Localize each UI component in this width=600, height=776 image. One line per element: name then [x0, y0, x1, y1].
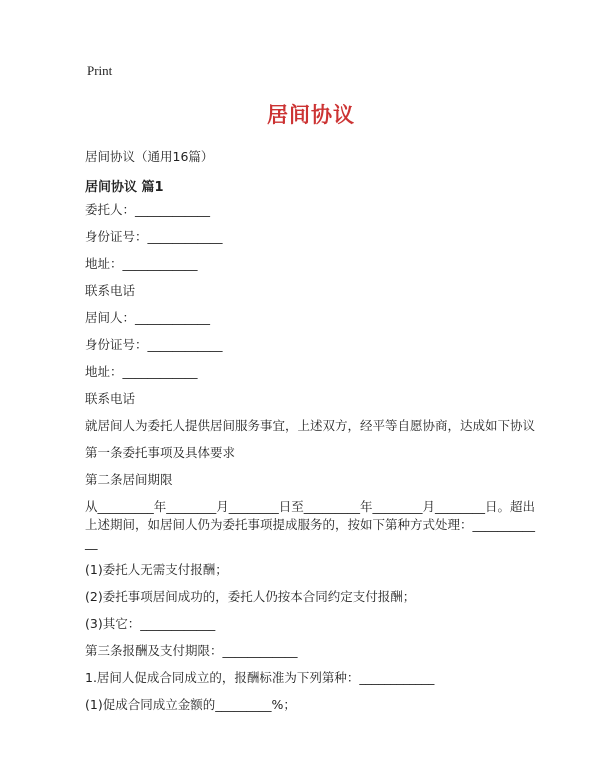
- document-line: 联系电话: [85, 283, 136, 298]
- document-line: 从_________年________月________日至_________年________月________日。超出上述期间，如居间人仍为委托事项提成服务的，按如下第种方式处理：____________: [85, 499, 536, 550]
- page-title: 居间协议: [267, 103, 355, 127]
- document-line: 地址：____________: [85, 256, 198, 271]
- document-line: (2)委托事项居间成功的，委托人仍按本合同约定支付报酬；: [85, 589, 416, 604]
- section-heading: 居间协议 篇1: [85, 180, 164, 195]
- document-line: 第一条委托事项及具体要求: [85, 445, 236, 460]
- document-line: 地址：____________: [85, 364, 198, 379]
- document-subtitle: 居间协议（通用16篇）: [85, 149, 214, 164]
- document-line: 第二条居间期限: [85, 472, 173, 487]
- document-line: (1)促成合同成立金额的_________%；: [85, 697, 296, 712]
- document-line: 居间人：____________: [85, 310, 211, 325]
- document-line: 联系电话: [85, 391, 136, 406]
- document-line: 委托人：____________: [85, 202, 211, 217]
- document-line: 身份证号：____________: [85, 337, 223, 352]
- print-link[interactable]: Print: [87, 63, 113, 78]
- document-body: [85, 201, 537, 714]
- document-line: (3)其它：____________: [85, 616, 216, 631]
- document-line: 1.居间人促成合同成立的，报酬标准为下列第种：____________: [85, 670, 435, 685]
- document-page: [85, 0, 537, 714]
- document-line: 身份证号：____________: [85, 229, 223, 244]
- document-line: 就居间人为委托人提供居间服务事宜，上述双方，经平等自愿协商，达成如下协议: [85, 418, 536, 433]
- document-line: (1)委托人无需支付报酬；: [85, 562, 228, 577]
- document-line: 第三条报酬及支付期限：____________: [85, 643, 298, 658]
